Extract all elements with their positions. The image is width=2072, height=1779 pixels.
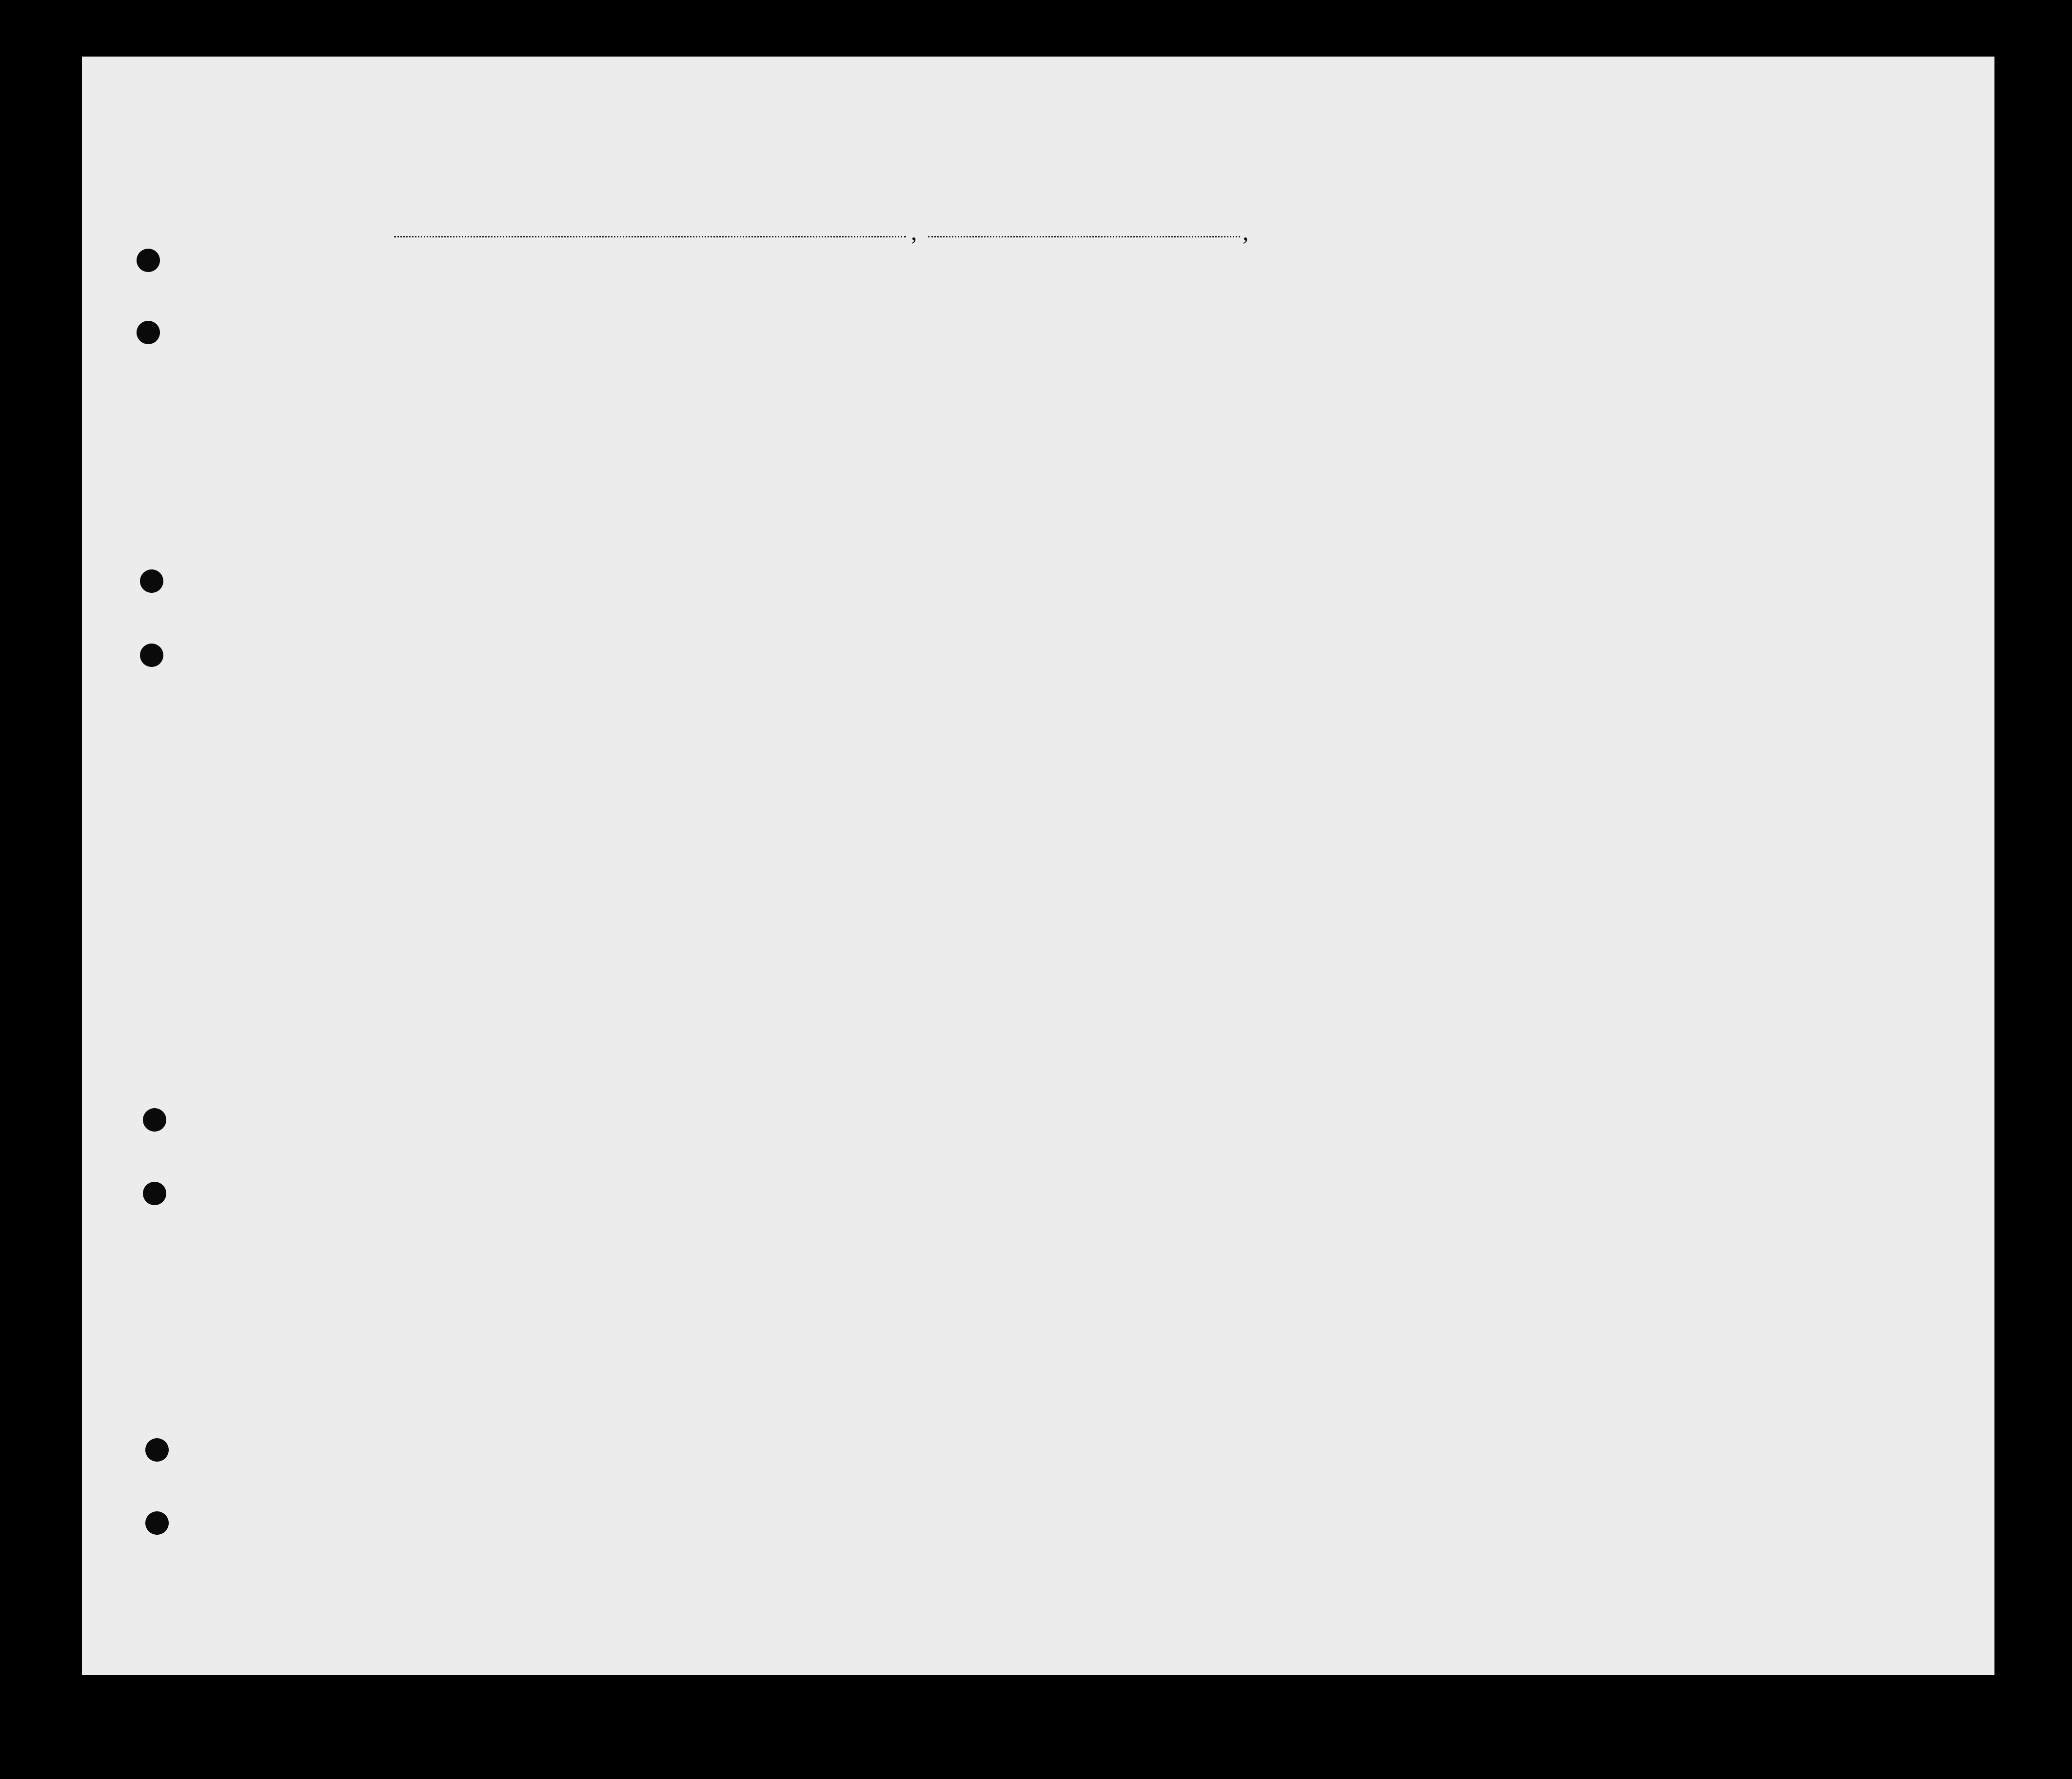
- header-feet: [1713, 393, 1737, 447]
- header-labor-offer: [1486, 286, 1525, 447]
- header-polygamist: [1369, 286, 1389, 447]
- header-overthrow: [1430, 286, 1479, 447]
- port-line: [394, 236, 906, 237]
- punch-hole: [137, 321, 160, 344]
- header-money: [751, 286, 770, 447]
- punch-hole: [137, 249, 160, 272]
- header-deported: [1530, 286, 1567, 447]
- header-anarchist: [1401, 286, 1420, 447]
- table-grid: [82, 57, 1994, 1675]
- comma: ,: [911, 218, 917, 245]
- manifest-sheet: [82, 57, 1994, 1675]
- header-return-intent: [1182, 308, 1211, 464]
- punch-hole: [140, 569, 163, 593]
- punch-hole: [145, 1511, 169, 1535]
- header-citizen: [1294, 308, 1323, 464]
- punch-hole: [143, 1182, 166, 1205]
- header-inches: [1740, 393, 1767, 447]
- header-ticket: [632, 286, 651, 442]
- punch-hole: [143, 1108, 166, 1132]
- punch-hole: [140, 644, 163, 667]
- date-line: [928, 236, 1240, 237]
- header-prison: [1333, 286, 1363, 447]
- punch-hole: [145, 1438, 169, 1462]
- comma-2: ,: [1243, 218, 1249, 245]
- header-length-stay: [1224, 308, 1253, 464]
